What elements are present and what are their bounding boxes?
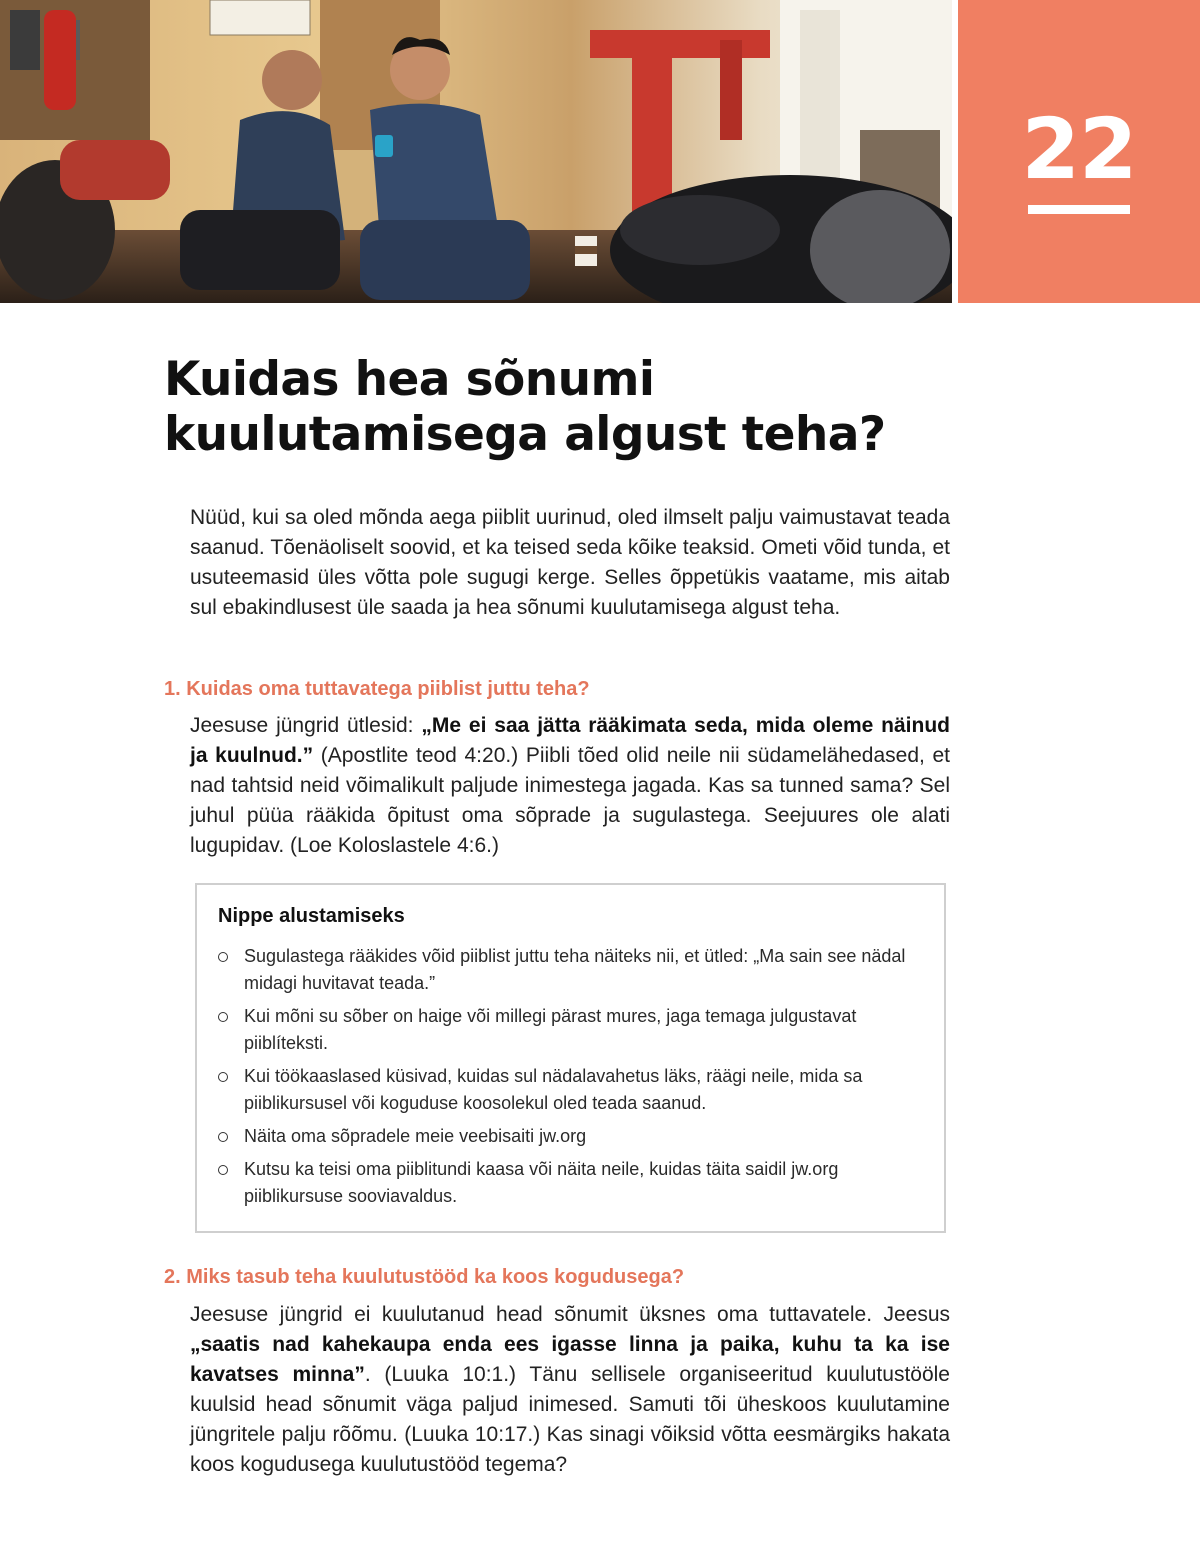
circle-bullet-icon xyxy=(218,1165,228,1175)
tips-list-item xyxy=(218,1123,918,1150)
tip-text: Kui töökaaslased küsivad, kuidas sul nädalavahetus läks, räägi neile, mida sa piiblikursusel või koguduse koosolekul oled teada saanud. xyxy=(244,1066,863,1113)
circle-bullet-icon xyxy=(218,1012,228,1022)
tips-list-item xyxy=(218,943,918,997)
tips-list-item xyxy=(218,1003,918,1057)
question-2-text-after: . (Luuka 10:1.) Tänu sellisele organiseeritud kuulutustööle kuulsid head sõnumit väga paljud inimesed. Samuti tõi üheskoos kuulutamine jüngritele palju rõõmu. (Luuka 10:17.) Kas sinagi võiksid võtta eesmärgiks hakata koos kogudusega kuulutustööd tegema? xyxy=(190,1363,950,1476)
question-2-heading: 2. Miks tasub teha kuulutustööd ka koos kogudusega? xyxy=(164,1266,685,1288)
question-2-paragraph xyxy=(190,1300,950,1480)
tip-text: Sugulastega rääkides võid piiblist juttu teha näiteks nii, et ütled: „Ma sain see nädal midagi huvitavat teada.” xyxy=(244,946,906,993)
circle-bullet-icon xyxy=(218,952,228,962)
question-1-heading: 1. Kuidas oma tuttavatega piiblist juttu teha? xyxy=(164,678,590,700)
title-line-1: Kuidas hea sõnumi xyxy=(164,352,655,407)
lesson-number: 22 xyxy=(1021,100,1137,198)
title-line-2: kuulutamisega algust teha? xyxy=(164,407,886,462)
question-1-text-after: (Apostlite teod 4:20.) Piibli tõed olid neile nii südamelähedased, et nad tahtsid neid võimalikult paljude inimestega jagada. Kas sa tunned sama? Sel juhul püüa rääkida õpitust oma sõprade ja sugulastega. Seejuures ole alati lugupidav. (Loe Koloslastele 4:6.) xyxy=(190,744,950,857)
tip-text: Kui mõni su sõber on haige või millegi pärast mures, jaga temaga julgustavat piiblíteksti. xyxy=(244,1006,857,1053)
tip-text: Näita oma sõpradele meie veebisaiti jw.org xyxy=(244,1126,587,1146)
intro-paragraph: Nüüd, kui sa oled mõnda aega piiblit uurinud, oled ilmselt palju vaimustavat teada saanud. Tõenäoliselt soovid, et ka teised seda kõike teaksid. Ometi võid tunda, et usuteemasid üles võtta pole sugugi kerge. Selles õppetükis vaatame, mis aitab sul ebakindlusest üle saada ja hea sõnumi kuulutamisega algust teha. xyxy=(190,506,950,619)
circle-bullet-icon xyxy=(218,1132,228,1142)
tips-list xyxy=(218,943,918,1216)
tips-box xyxy=(195,883,946,1233)
tips-list-item xyxy=(218,1063,918,1117)
question-1-paragraph xyxy=(190,711,950,861)
circle-bullet-icon xyxy=(218,1072,228,1082)
lesson-number-badge xyxy=(958,0,1200,303)
page-title xyxy=(164,352,964,462)
question-1-quote: „Me ei saa jätta rääkimata seda, mida oleme näinud ja kuulnud.” xyxy=(190,714,950,767)
tips-title: Nippe alustamiseks xyxy=(218,905,405,927)
tips-list-item xyxy=(218,1156,918,1210)
lesson-number-rule xyxy=(1028,205,1130,214)
tip-text: Kutsu ka teisi oma piiblitundi kaasa või näita neile, kuidas täita saidil jw.org piiblikursuse sooviavaldus. xyxy=(244,1159,839,1206)
question-2-text-before: Jeesuse jüngrid ei kuulutanud head sõnumit üksnes oma tuttavatele. Jeesus xyxy=(190,1303,950,1326)
header-photo xyxy=(0,0,952,303)
question-1-text-before: Jeesuse jüngrid ütlesid: xyxy=(190,714,422,737)
question-2-quote: „saatis nad kahekaupa enda ees igasse linna ja paika, kuhu ta ka ise kavatses minna” xyxy=(190,1333,950,1386)
